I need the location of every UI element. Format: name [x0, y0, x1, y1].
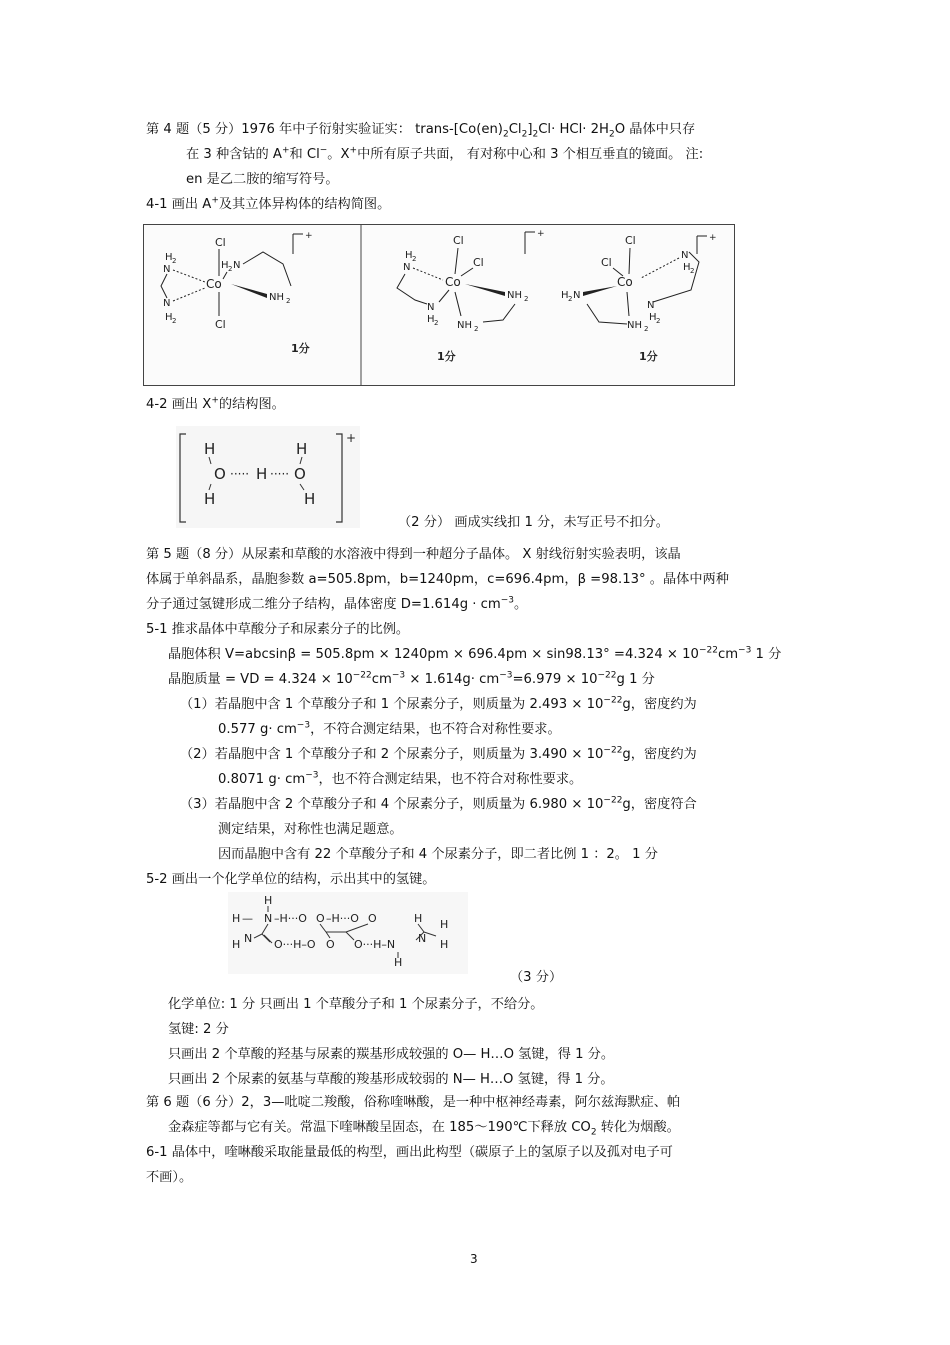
- q5-conclusion: 因而晶胞中含有 22 个草酸分子和 4 个尿素分子，即二者比例 1 ：2。 1 分: [218, 847, 658, 862]
- svg-text:–H···O: –H···O: [274, 912, 307, 925]
- svg-text:N: N: [418, 932, 427, 945]
- svg-text:H: H: [165, 312, 173, 323]
- svg-text:+: +: [305, 231, 313, 241]
- svg-text:O: O: [316, 912, 325, 925]
- svg-text:H: H: [232, 938, 241, 951]
- svg-text:H: H: [256, 465, 268, 483]
- page-number: 3: [470, 1252, 478, 1266]
- svg-text:H: H: [204, 440, 216, 458]
- q4-line-1: 第 4 题（5 分）1976 年中子衍射实验证实： trans-$[Co(en)_2Cl_2]_2Cl\cdot HCl\cdot 2H_2O$ 晶体中只存: [146, 122, 696, 140]
- svg-text:H: H: [427, 314, 435, 325]
- svg-text:+: +: [346, 431, 357, 445]
- svg-text:O···H–O: O···H–O: [274, 938, 316, 951]
- svg-text:2: 2: [228, 265, 233, 273]
- svg-text:H: H: [405, 250, 413, 261]
- q4-1-prompt: 4-1 画出 A+及其立体异构体的结构简图。: [146, 195, 391, 212]
- svg-text:Cl: Cl: [601, 256, 612, 269]
- svg-text:H: H: [165, 252, 173, 263]
- svg-text:H: H: [232, 912, 241, 925]
- svg-text:2: 2: [656, 317, 661, 325]
- svg-text:2: 2: [524, 295, 529, 303]
- svg-text:N: N: [264, 912, 273, 925]
- svg-text:N: N: [403, 262, 411, 273]
- svg-text:2: 2: [568, 295, 573, 303]
- q5-grading-4: 只画出 2 个尿素的氨基与草酸的羧基形成较弱的 N— H…O 氢键，得 1 分。: [168, 1072, 614, 1087]
- q5-grading-2: 氢键: 2 分: [168, 1022, 229, 1037]
- svg-text:H: H: [440, 918, 449, 931]
- svg-text:N: N: [244, 932, 253, 945]
- svg-text:O: O: [214, 465, 226, 483]
- q6-line-1: 第 6 题（6 分）2，3—吡啶二羧酸，俗称喹啉酸，是一种中枢神经毒素，阿尔兹海默症、帕: [146, 1095, 681, 1110]
- svg-text:2: 2: [690, 267, 695, 275]
- figure-co-isomers: [143, 224, 735, 386]
- svg-text:NH: NH: [627, 320, 642, 331]
- q5-line-2: 体属于单斜晶系，晶胞参数 a=505.8pm，b=1240pm，c=696.4pm，β =98.13° 。晶体中两种: [146, 572, 729, 587]
- svg-text:2: 2: [434, 319, 439, 327]
- score-cis-1: 1分: [437, 350, 456, 363]
- q5-1-prompt: 5-1 推求晶体中草酸分子和尿素分子的比例。: [146, 622, 410, 637]
- figure-urea-oxalic-unit: [228, 892, 468, 974]
- svg-text:·····: ·····: [270, 467, 290, 481]
- svg-text:2: 2: [412, 255, 417, 263]
- q5-case-3-cont: 测定结果，对称性也满足题意。: [218, 822, 403, 837]
- q5-line-3: 分子通过氢键形成二维分子结构，晶体密度 $D=1.614g \cdot cm^{-3}$。: [146, 595, 528, 612]
- svg-text:O: O: [368, 912, 377, 925]
- q5-case-2: （2）若晶胞中含 1 个草酸分子和 2 个尿素分子，则质量为 $3.490 \times 10^{-22}g$，密度约为: [180, 745, 697, 762]
- q4-line-3: en 是乙二胺的缩写符号。: [186, 172, 339, 187]
- svg-text:Cl: Cl: [625, 234, 636, 247]
- svg-text:NH: NH: [269, 292, 284, 303]
- q6-1-prompt-cont: 不画）。: [146, 1170, 193, 1185]
- svg-text:2: 2: [644, 325, 649, 333]
- svg-text:·····: ·····: [230, 467, 250, 481]
- svg-text:N: N: [163, 298, 171, 309]
- svg-text:O···H–N: O···H–N: [354, 938, 396, 951]
- svg-text:—: —: [242, 912, 253, 925]
- svg-text:H: H: [649, 312, 657, 323]
- svg-text:NH: NH: [457, 320, 472, 331]
- q6-line-2: 金森症等都与它有关。常温下喹啉酸呈固态，在 185～190℃下释放 $CO_2$ 转化为烟酸。: [168, 1120, 680, 1138]
- q5-case-1-cont: 0.577 $g\cdot cm^{-3}$，不符合测定结果，也不符合对称性要求。: [218, 720, 561, 737]
- svg-text:Co: Co: [206, 277, 222, 291]
- q4-2-score-note: （2 分） 画成实线扣 1 分，未写正号不扣分。: [398, 515, 669, 530]
- svg-text:Cl: Cl: [453, 234, 464, 247]
- q6-1-prompt: 6-1 晶体中，喹啉酸采取能量最低的构型，画出此构型（碳原子上的氢原子以及孤对电子可: [146, 1145, 673, 1160]
- q5-case-2-cont: 0.8071 $g\cdot cm^{-3}$，也不符合测定结果，也不符合对称性要求。: [218, 770, 583, 787]
- svg-text:H: H: [683, 262, 691, 273]
- q5-2-score: （3 分）: [510, 970, 563, 985]
- svg-text:Cl: Cl: [473, 256, 484, 269]
- svg-text:–H···O: –H···O: [326, 912, 359, 925]
- svg-text:H: H: [440, 938, 449, 951]
- svg-text:H: H: [264, 894, 273, 907]
- svg-text:+: +: [709, 233, 717, 243]
- q5-cell-volume: 晶胞体积 $V=abcsin\beta = 505.8pm \times 1240pm \times 696.4pm \times \sin 98.13^\circ =4.324 \times 10^{-22}cm^{-3}$ 1 分: [168, 645, 782, 662]
- figure-h5o2-cation: [176, 426, 360, 528]
- svg-text:H: H: [221, 260, 229, 271]
- svg-text:H: H: [414, 912, 423, 925]
- score-trans: 1分: [291, 342, 310, 355]
- svg-text:Cl: Cl: [215, 236, 226, 249]
- svg-text:O: O: [326, 938, 335, 951]
- q5-2-prompt: 5-2 画出一个化学单位的结构，示出其中的氢键。: [146, 872, 436, 887]
- q5-grading-3: 只画出 2 个草酸的羟基与尿素的羰基形成较强的 O— H…O 氢键，得 1 分。: [168, 1047, 615, 1062]
- svg-text:Cl: Cl: [215, 318, 226, 331]
- svg-text:H: H: [394, 956, 403, 969]
- svg-text:2: 2: [172, 317, 177, 325]
- svg-text:+: +: [537, 229, 545, 239]
- q5-grading-1: 化学单位: 1 分 只画出 1 个草酸分子和 1 个尿素分子，不给分。: [168, 997, 544, 1012]
- svg-text:NH: NH: [507, 290, 522, 301]
- q4-line-2: 在 3 种含钴的 A+和 Cl−。X+中所有原子共面， 有对称中心和 3 个相互垂直的镜面。 注:: [186, 145, 704, 162]
- svg-text:N: N: [573, 290, 581, 301]
- svg-text:H: H: [296, 440, 308, 458]
- q4-2-prompt: 4-2 画出 X+的结构图。: [146, 395, 285, 412]
- svg-text:H: H: [561, 290, 569, 301]
- svg-text:Co: Co: [445, 275, 461, 289]
- q5-case-1: （1）若晶胞中含 1 个草酸分子和 1 个尿素分子，则质量为 $2.493 \times 10^{-22}g$，密度约为: [180, 695, 697, 712]
- svg-text:2: 2: [474, 325, 479, 333]
- svg-text:H: H: [304, 490, 316, 508]
- q5-case-3: （3）若晶胞中含 2 个草酸分子和 4 个尿素分子，则质量为 $6.980 \times 10^{-22}g$，密度符合: [180, 795, 697, 812]
- svg-text:2: 2: [286, 297, 291, 305]
- svg-text:H: H: [204, 490, 216, 508]
- svg-text:2: 2: [172, 257, 177, 265]
- svg-text:N: N: [163, 264, 171, 275]
- score-cis-2: 1分: [639, 350, 658, 363]
- svg-text:N: N: [681, 250, 689, 261]
- svg-text:N: N: [233, 260, 241, 271]
- svg-text:Co: Co: [617, 275, 633, 289]
- svg-text:N: N: [427, 302, 435, 313]
- q5-cell-mass: 晶胞质量 = VD = $4.324 \times 10^{-22}cm^{-3} \times 1.614g\cdot cm^{-3}=6.979 \times 10^{-22}g$ 1 分: [168, 670, 655, 687]
- svg-text:O: O: [294, 465, 306, 483]
- svg-text:N: N: [647, 300, 655, 311]
- q5-line-1: 第 5 题（8 分）从尿素和草酸的水溶液中得到一种超分子晶体。 X 射线衍射实验表明，该晶: [146, 547, 681, 562]
